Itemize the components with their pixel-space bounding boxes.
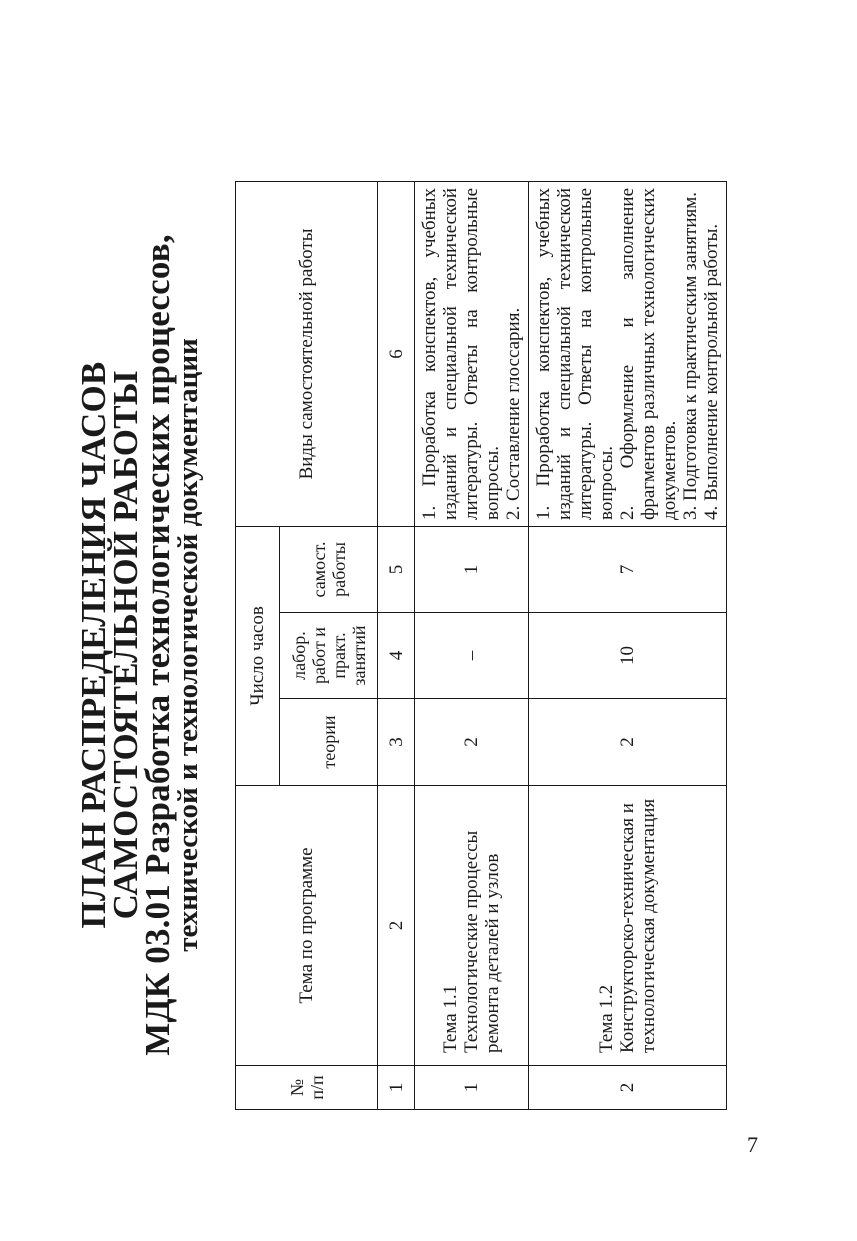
page-number: 7: [747, 1132, 758, 1157]
work-item: 3. Подготовка к практическим занятиям.: [680, 191, 701, 520]
theory-hours: 2: [529, 699, 727, 786]
page-title: [74, 145, 204, 1145]
header-topic: Тема по программе: [236, 786, 378, 1066]
numbering-cell: 1: [378, 1066, 415, 1110]
header-num: № п/п: [236, 1066, 378, 1110]
numbering-cell: 6: [378, 181, 415, 526]
work-item: 2. Оформление и заполнение фрагментов различных технологических документов.: [617, 187, 680, 520]
numbering-cell: 4: [378, 613, 415, 699]
work-item: 2. Составление глоссария.: [503, 307, 524, 520]
numbering-cell: 2: [378, 786, 415, 1066]
row-num: 1: [415, 1066, 529, 1110]
topic-label: Тема 1.2: [596, 984, 617, 1053]
hours-plan-table: [235, 181, 727, 1110]
table-numbering-row: [378, 181, 415, 1109]
table-row: [529, 181, 727, 1109]
row-num: 2: [529, 1066, 727, 1110]
lab-hours: 10: [529, 613, 727, 699]
self-hours: 1: [415, 526, 529, 612]
topic-text: Технологические процессы ремонта деталей и узлов: [461, 830, 503, 1053]
topic-cell: [415, 786, 529, 1066]
title-line-4: технической и технологической документации: [172, 338, 204, 952]
works-list: [415, 181, 529, 526]
works-list: [529, 181, 727, 526]
topic-cell: [529, 786, 727, 1066]
rotated-page-content: [74, 145, 722, 1145]
topic-text: Конструкторско-техническая и технологическая документация: [617, 798, 659, 1053]
header-self: самост. работы: [280, 526, 378, 612]
title-line-2: САМОСТОЯТЕЛЬНОЙ РАБОТЫ: [106, 370, 145, 920]
table-row: [415, 181, 529, 1109]
header-works: Виды самостоятельной работы: [236, 181, 378, 526]
work-item: 1. Проработка конспектов, учебных изданий и специальной технической литературы. Ответы на контрольные вопросы.: [419, 187, 503, 520]
title-line-1: ПЛАН РАСПРЕДЕЛЕНИЯ ЧАСОВ: [74, 361, 113, 929]
header-theory: теории: [280, 699, 378, 786]
topic-label: Тема 1.1: [440, 984, 461, 1053]
header-lab: лабор. работ и практ. занятий: [280, 613, 378, 699]
work-item: 1. Проработка конспектов, учебных изданий и специальной технической литературы. Ответы на контрольные вопросы.: [533, 187, 617, 520]
table-header-row: [236, 181, 280, 1109]
theory-hours: 2: [415, 699, 529, 786]
numbering-cell: 5: [378, 526, 415, 612]
numbering-cell: 3: [378, 699, 415, 786]
self-hours: 7: [529, 526, 727, 612]
lab-hours: –: [415, 613, 529, 699]
title-line-3: МДК 03.01 Разработка технологических процессов,: [138, 234, 177, 1056]
work-item: 4. Выполнение контрольной работы.: [701, 223, 722, 520]
header-hours-group: Число часов: [236, 526, 280, 785]
